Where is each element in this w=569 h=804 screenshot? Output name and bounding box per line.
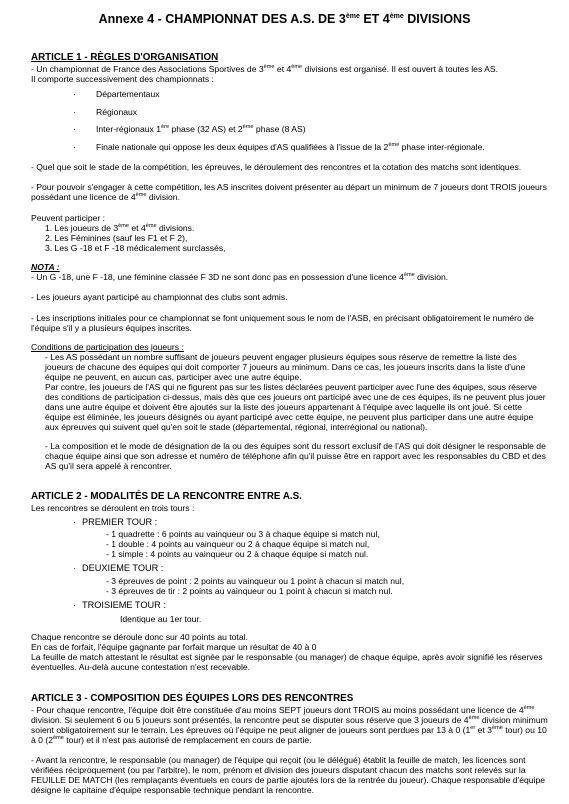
conditions-line: joueurs de chacune des équipes qui doit comporter 7 joueurs au minimum. Dans ce cas, les joueurs inscrits dans la liste d'une [45,362,526,372]
participant-item-1: 1. Les joueurs de 3ème et 4ème divisions. [45,223,195,233]
list-item-finale: Finale nationale qui oppose les deux équipes d'AS qualifiées à l'issue de la 2ème phase inter-régionale. [96,142,485,152]
paragraph-inscriptions-1: - Les inscriptions initiales pour ce championnat se font uniquement sous le nom de l'ASB, en précisant obligatoirement le numéro de [31,313,534,323]
list-item-departementaux: Départementaux [96,89,160,99]
article3-line: - Pour chaque rencontre, l'équipe doit être constituée d'au moins SEPT joueurs dont TROIS au moins possédant une licence de 4ème [31,705,535,715]
composition-line: AS qu'il sera appelé à rencontrer. [45,461,172,471]
article2-paragraph: Chaque rencontre se déroule donc sur 40 points au total. [31,632,248,642]
bullet-icon: · [73,142,76,152]
article3-line: division. Si seulement 6 ou 5 joueurs sont présentés, la rencontre peut se disputer sous réserve que 3 joueurs de 4ème division minimum [31,715,548,725]
tour-1-line: - 1 quadrette : 6 points au vainqueur ou 3 à chaque équipe si match nul, [106,529,380,539]
paragraph-engager-2: possédant une licence de 4ème division. [31,192,180,202]
article3-line: FEUILLE DE MATCH (les remplaçants éventuels en cours de partie ajoutés lors de la rentrée du joueur). Chaque responsable d'équipe [31,775,546,785]
tour-1-line: - 1 double : 4 points au vainqueur ou 2 à chaque équipe si match nul, [106,539,370,549]
article2-paragraph: éventuelles. Au-delà aucune contestation n'est recevable. [31,662,251,672]
bullet-icon: · [73,107,76,117]
document-title: Annexe 4 - CHAMPIONNAT DES A.S. DE 3ème ET 4ème DIVISIONS [98,12,471,26]
bullet-icon: · [73,124,76,134]
article3-line: désigne le capitaine d'équipe responsable technique pendant la rencontre. [31,785,315,795]
paragraph-clubs: - Les joueurs ayant participé au championnat des clubs sont admis. [31,292,288,302]
paragraph-stade: - Quel que soit le stade de la compétition, les épreuves, le déroulement des rencontres et la cotation des matchs sont identiques. [31,162,522,172]
peuvent-participer-label: Peuvent participer : [31,213,106,223]
article2-intro: Les rencontres se déroulent en trois tours : [31,503,195,513]
nota-text: - Un G -18, une F -18, une féminine classée F 3D ne sont donc pas en possession d'une licence 4ème division. [31,272,449,282]
bullet-icon: · [73,89,76,99]
conditions-line: dans une autre équipe et doivent être ajoutés sur la liste des joueurs appartenant à l'équipe avec laquelle ils ont joué. Si cette [45,402,522,412]
nota-label: NOTA : [31,262,60,272]
article1-intro-line: - Un championnat de France des Associations Sportives de 3ème et 4ème divisions est organisé. Il est ouvert à toutes les AS. [31,64,499,74]
tour-3-line: Identique au 1er tour. [120,614,202,624]
article1-heading: ARTICLE 1 - RÈGLES D'ORGANISATION [31,52,219,63]
paragraph-inscriptions-2: l'équipe s'il y a plusieurs équipes inscrites. [31,323,192,333]
paragraph-engager-1: - Pour pouvoir s'engager à cette compétition, les AS inscrites doivent présenter au départ un minimum de 7 joueurs dont TROIS joueurs [31,182,547,192]
participant-item-3: 3. Les G -18 et F -18 médicalement surclassés, [45,243,226,253]
article3-line: - Avant la rencontre, le responsable (ou manager) de l'équipe qui reçoit (ou le délégué) établit la feuille de match, les licences sont [31,755,526,765]
participant-item-2: 2. Les Féminines (sauf les F1 et F 2), [45,233,188,243]
conditions-line: équipe ne peuvent, en aucun cas, participer avec une autre équipe. [45,372,302,382]
conditions-line: aux épreuves qui suivent quel qu'en soit le stade (départemental, régional, interrégional ou national). [45,422,428,432]
tour-1-title: PREMIER TOUR : [82,517,158,527]
bullet-icon: · [73,517,76,527]
bullet-icon: · [73,563,76,573]
article2-paragraph: En cas de forfait, l'équipe gagnante par forfait marque un résultat de 40 à 0 [31,642,317,652]
article3-heading: ARTICLE 3 - COMPOSITION DES ÉQUIPES LORS DES RENCONTRES [31,693,354,704]
article3-line: vérifiées réciproquement (ou par l'arbitre), le nom, prénom et division des joueurs disputant chacun des matchs sont relevés sur la [31,765,526,775]
conditions-line: - Les AS possédant un nombre suffisant de joueurs peuvent engager plusieurs équipes sous réserve de remettre la liste des [45,352,517,362]
conditions-line: des conditions de participation ci-dessus, mais dès que ces joueurs ont participé avec une de ces équipes, ils ne peuvent plus jouer [45,392,546,402]
bullet-icon: · [73,600,76,610]
tour-2-line: - 3 épreuves de point : 2 points au vainqueur ou 1 point à chacun si match nul, [106,576,405,586]
article2-paragraph: La feuille de match attestant le résultat est signée par le responsable (ou manager) de chaque équipe, après avoir signifié les réserves [31,652,543,662]
article2-heading: ARTICLE 2 - MODALITÉS DE LA RENCONTRE ENTRE A.S. [31,491,302,502]
tour-1-line: - 1 simple : 4 points au vainqueur ou 2 à chaque équipe si match nul. [106,549,369,559]
article1-intro-line2: Il comporte successivement des championnats : [31,74,214,84]
article3-line: soient obligatoirement sur le terrain. Les épreuves où l'équipe ne peut aligner de joueurs sont perdues par 13 à 0 (1er et 3ème tour) ou 10 [31,725,547,735]
conditions-line: équipe est éliminée, les joueurs désignés ou ayant participé avec cette équipe, ne peuvent plus participer dans une autre équipe [45,412,534,422]
tour-2-line: - 3 épreuves de tir : 2 points au vainqueur ou 1 point à chacun si match nul. [106,586,393,596]
conditions-title: Conditions de participation des joueurs : [31,342,184,352]
tour-2-title: DEUXIEME TOUR : [82,563,164,573]
tour-3-title: TROISIEME TOUR : [82,600,166,610]
conditions-line: Par contre, les joueurs de l'AS qui ne figurent pas sur les listes déclarées peuvent participer avec l'une des équipes, sous réserve [45,382,537,392]
list-item-regionaux: Régionaux [96,107,138,117]
composition-line: - La composition et le mode de désignation de la ou des équipes sont du ressort exclusif de l'AS qui doit désigner le responsable de [45,441,546,451]
article3-line: à 0 (2ème tour) et il n'est pas autorisé de remplacement en cours de partie. [31,735,312,745]
list-item-inter-regionaux: Inter-régionaux 1ère phase (32 AS) et 2ème phase (8 AS) [96,124,306,134]
composition-line: chaque équipe ainsi que son adresse et numéro de téléphone afin qu'il puisse être en rapport avec les responsables du CBD et des [45,451,546,461]
